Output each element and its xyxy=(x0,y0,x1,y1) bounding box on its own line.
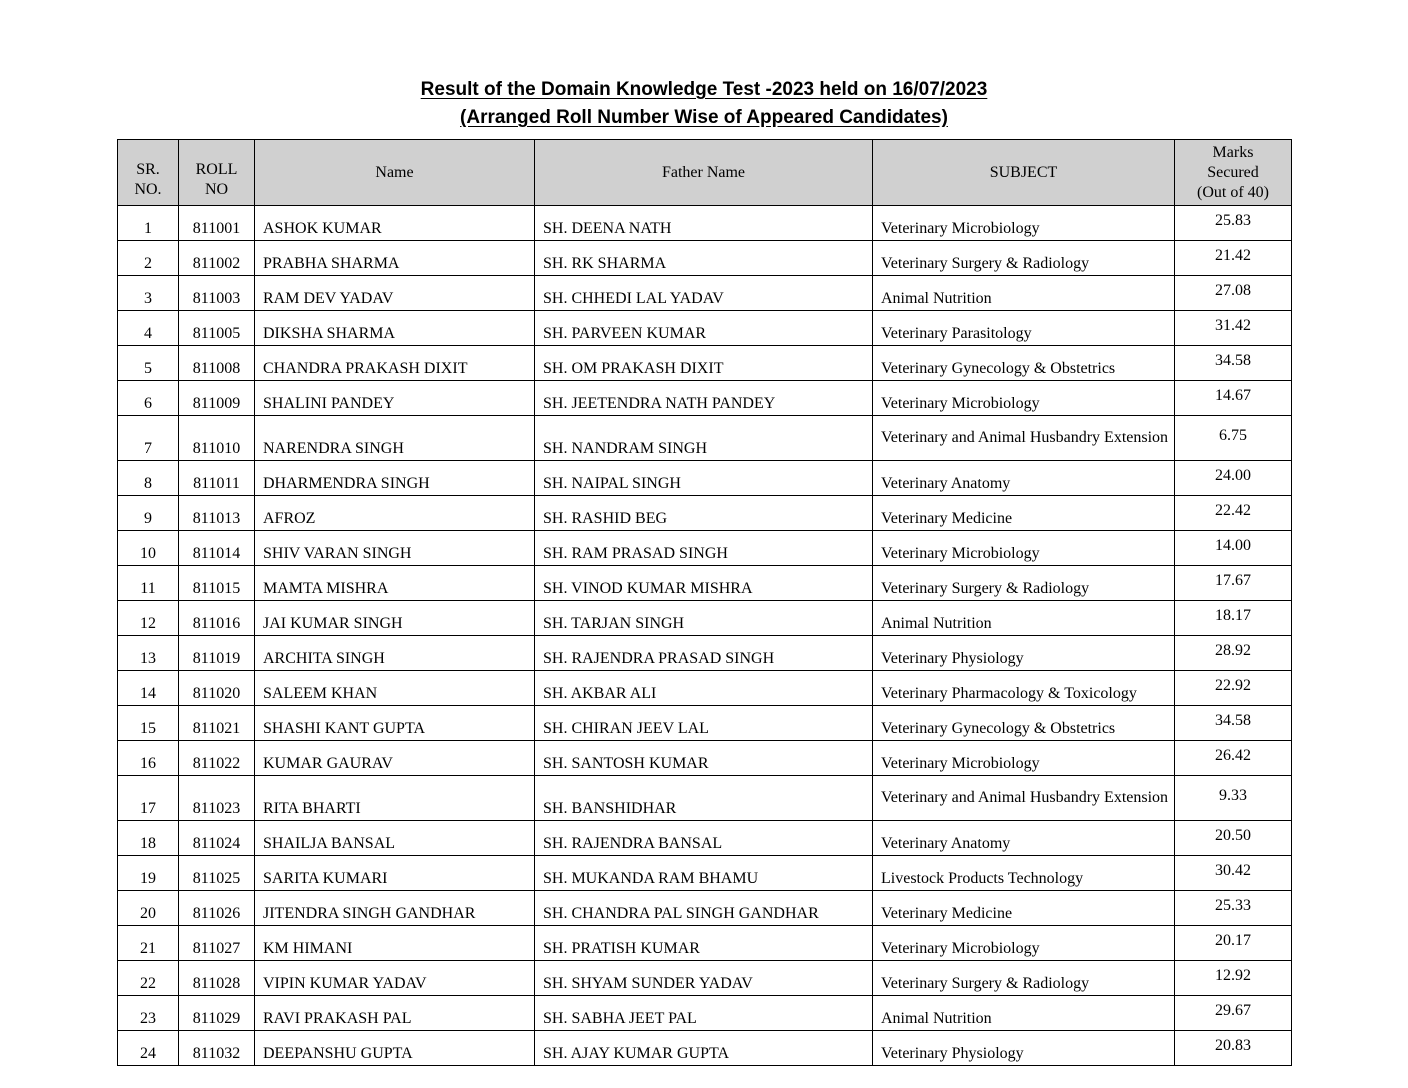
cell-marks: 17.67 xyxy=(1175,566,1292,601)
cell-subject: Veterinary Medicine xyxy=(873,496,1175,531)
table-row xyxy=(118,311,1292,346)
cell-roll-no: 811001 xyxy=(179,206,255,241)
results-table xyxy=(117,139,1292,1066)
table-row xyxy=(118,926,1292,961)
cell-marks: 6.75 xyxy=(1175,416,1292,461)
cell-father-name: SH. AKBAR ALI xyxy=(535,671,873,706)
cell-roll-no: 811016 xyxy=(179,601,255,636)
cell-name: KM HIMANI xyxy=(255,926,535,961)
cell-sr-no: 4 xyxy=(118,311,179,346)
cell-father-name: SH. NANDRAM SINGH xyxy=(535,416,873,461)
cell-father-name: SH. CHANDRA PAL SINGH GANDHAR xyxy=(535,891,873,926)
header-father-name: Father Name xyxy=(535,140,873,206)
header-marks-line2: Secured xyxy=(1207,163,1259,181)
table-body xyxy=(118,206,1292,1066)
cell-name: ARCHITA SINGH xyxy=(255,636,535,671)
cell-name: RAVI PRAKASH PAL xyxy=(255,996,535,1031)
cell-sr-no: 14 xyxy=(118,671,179,706)
cell-sr-no: 13 xyxy=(118,636,179,671)
cell-father-name: SH. RAM PRASAD SINGH xyxy=(535,531,873,566)
cell-name: SHAILJA BANSAL xyxy=(255,821,535,856)
table-row xyxy=(118,741,1292,776)
cell-subject: Veterinary Gynecology & Obstetrics xyxy=(873,706,1175,741)
table-row xyxy=(118,496,1292,531)
table-row xyxy=(118,241,1292,276)
header-roll-no xyxy=(179,140,255,206)
cell-subject: Animal Nutrition xyxy=(873,276,1175,311)
cell-name: NARENDRA SINGH xyxy=(255,416,535,461)
cell-marks: 9.33 xyxy=(1175,776,1292,821)
header-name: Name xyxy=(255,140,535,206)
cell-subject: Veterinary Surgery & Radiology xyxy=(873,566,1175,601)
cell-father-name: SH. PARVEEN KUMAR xyxy=(535,311,873,346)
cell-marks: 18.17 xyxy=(1175,601,1292,636)
cell-sr-no: 19 xyxy=(118,856,179,891)
table-row xyxy=(118,531,1292,566)
cell-roll-no: 811022 xyxy=(179,741,255,776)
header-sr-line1: SR. xyxy=(136,160,160,178)
cell-sr-no: 3 xyxy=(118,276,179,311)
header-roll-line2: NO xyxy=(204,180,229,198)
table-row xyxy=(118,636,1292,671)
cell-father-name: SH. RK SHARMA xyxy=(535,241,873,276)
cell-subject: Veterinary Surgery & Radiology xyxy=(873,961,1175,996)
cell-father-name: SH. RASHID BEG xyxy=(535,496,873,531)
cell-name: SALEEM KHAN xyxy=(255,671,535,706)
cell-subject: Veterinary Anatomy xyxy=(873,461,1175,496)
table-row xyxy=(118,856,1292,891)
cell-roll-no: 811009 xyxy=(179,381,255,416)
cell-marks: 22.42 xyxy=(1175,496,1292,531)
cell-father-name: SH. RAJENDRA BANSAL xyxy=(535,821,873,856)
cell-subject: Veterinary Microbiology xyxy=(873,381,1175,416)
cell-roll-no: 811013 xyxy=(179,496,255,531)
cell-roll-no: 811027 xyxy=(179,926,255,961)
cell-father-name: SH. BANSHIDHAR xyxy=(535,776,873,821)
cell-subject: Veterinary Physiology xyxy=(873,1031,1175,1066)
cell-father-name: SH. MUKANDA RAM BHAMU xyxy=(535,856,873,891)
cell-subject: Veterinary Anatomy xyxy=(873,821,1175,856)
cell-marks: 27.08 xyxy=(1175,276,1292,311)
table-row xyxy=(118,566,1292,601)
cell-roll-no: 811003 xyxy=(179,276,255,311)
cell-subject: Veterinary Gynecology & Obstetrics xyxy=(873,346,1175,381)
cell-name: VIPIN KUMAR YADAV xyxy=(255,961,535,996)
cell-name: SARITA KUMARI xyxy=(255,856,535,891)
cell-sr-no: 22 xyxy=(118,961,179,996)
cell-name: KUMAR GAURAV xyxy=(255,741,535,776)
cell-marks: 20.50 xyxy=(1175,821,1292,856)
cell-roll-no: 811026 xyxy=(179,891,255,926)
cell-subject: Animal Nutrition xyxy=(873,996,1175,1031)
header-sr-line2: NO. xyxy=(134,180,162,198)
cell-roll-no: 811024 xyxy=(179,821,255,856)
cell-name: SHALINI PANDEY xyxy=(255,381,535,416)
cell-marks: 22.92 xyxy=(1175,671,1292,706)
cell-father-name: SH. RAJENDRA PRASAD SINGH xyxy=(535,636,873,671)
table-row xyxy=(118,671,1292,706)
cell-father-name: SH. AJAY KUMAR GUPTA xyxy=(535,1031,873,1066)
cell-roll-no: 811010 xyxy=(179,416,255,461)
cell-marks: 28.92 xyxy=(1175,636,1292,671)
header-marks xyxy=(1175,140,1292,206)
cell-marks: 20.17 xyxy=(1175,926,1292,961)
cell-subject: Veterinary Surgery & Radiology xyxy=(873,241,1175,276)
cell-subject: Veterinary Medicine xyxy=(873,891,1175,926)
table-row xyxy=(118,821,1292,856)
document-header xyxy=(0,76,1408,132)
cell-roll-no: 811002 xyxy=(179,241,255,276)
cell-sr-no: 15 xyxy=(118,706,179,741)
cell-father-name: SH. VINOD KUMAR MISHRA xyxy=(535,566,873,601)
table-row xyxy=(118,461,1292,496)
header-marks-line3: (Out of 40) xyxy=(1197,183,1269,201)
cell-sr-no: 21 xyxy=(118,926,179,961)
cell-subject: Veterinary and Animal Husbandry Extension xyxy=(873,776,1175,821)
cell-roll-no: 811020 xyxy=(179,671,255,706)
cell-roll-no: 811015 xyxy=(179,566,255,601)
cell-marks: 14.67 xyxy=(1175,381,1292,416)
cell-father-name: SH. OM PRAKASH DIXIT xyxy=(535,346,873,381)
cell-sr-no: 7 xyxy=(118,416,179,461)
cell-sr-no: 1 xyxy=(118,206,179,241)
table-row xyxy=(118,346,1292,381)
cell-roll-no: 811028 xyxy=(179,961,255,996)
table-row xyxy=(118,706,1292,741)
cell-sr-no: 6 xyxy=(118,381,179,416)
cell-sr-no: 23 xyxy=(118,996,179,1031)
cell-name: DHARMENDRA SINGH xyxy=(255,461,535,496)
cell-subject: Veterinary Microbiology xyxy=(873,531,1175,566)
cell-name: PRABHA SHARMA xyxy=(255,241,535,276)
cell-father-name: SH. SABHA JEET PAL xyxy=(535,996,873,1031)
cell-father-name: SH. SANTOSH KUMAR xyxy=(535,741,873,776)
cell-roll-no: 811014 xyxy=(179,531,255,566)
cell-name: SHASHI KANT GUPTA xyxy=(255,706,535,741)
cell-subject: Veterinary Pharmacology & Toxicology xyxy=(873,671,1175,706)
cell-subject: Veterinary Microbiology xyxy=(873,206,1175,241)
table-row xyxy=(118,961,1292,996)
document-subtitle: (Arranged Roll Number Wise of Appeared Candidates) xyxy=(460,107,948,128)
cell-sr-no: 16 xyxy=(118,741,179,776)
cell-sr-no: 2 xyxy=(118,241,179,276)
table-row xyxy=(118,891,1292,926)
cell-sr-no: 17 xyxy=(118,776,179,821)
document-title: Result of the Domain Knowledge Test -2023 held on 16/07/2023 xyxy=(420,79,988,100)
table-header-row xyxy=(118,140,1292,206)
cell-name: RAM DEV YADAV xyxy=(255,276,535,311)
cell-subject: Veterinary Parasitology xyxy=(873,311,1175,346)
table-row xyxy=(118,776,1292,821)
cell-sr-no: 8 xyxy=(118,461,179,496)
cell-roll-no: 811025 xyxy=(179,856,255,891)
cell-sr-no: 20 xyxy=(118,891,179,926)
header-marks-line1: Marks xyxy=(1212,143,1254,161)
cell-subject: Veterinary and Animal Husbandry Extension xyxy=(873,416,1175,461)
cell-marks: 34.58 xyxy=(1175,706,1292,741)
cell-name: AFROZ xyxy=(255,496,535,531)
cell-father-name: SH. SHYAM SUNDER YADAV xyxy=(535,961,873,996)
cell-marks: 30.42 xyxy=(1175,856,1292,891)
header-subject: SUBJECT xyxy=(873,140,1175,206)
header-roll-line1: ROLL xyxy=(195,160,238,178)
cell-marks: 14.00 xyxy=(1175,531,1292,566)
table-row xyxy=(118,1031,1292,1066)
table-row xyxy=(118,206,1292,241)
cell-name: JAI KUMAR SINGH xyxy=(255,601,535,636)
cell-roll-no: 811021 xyxy=(179,706,255,741)
cell-father-name: SH. NAIPAL SINGH xyxy=(535,461,873,496)
table-row xyxy=(118,276,1292,311)
table-row xyxy=(118,996,1292,1031)
cell-name: MAMTA MISHRA xyxy=(255,566,535,601)
cell-roll-no: 811029 xyxy=(179,996,255,1031)
cell-subject: Veterinary Physiology xyxy=(873,636,1175,671)
header-sr-no xyxy=(118,140,179,206)
cell-sr-no: 18 xyxy=(118,821,179,856)
cell-sr-no: 11 xyxy=(118,566,179,601)
cell-sr-no: 12 xyxy=(118,601,179,636)
cell-sr-no: 5 xyxy=(118,346,179,381)
cell-marks: 25.83 xyxy=(1175,206,1292,241)
cell-marks: 20.83 xyxy=(1175,1031,1292,1066)
cell-father-name: SH. CHIRAN JEEV LAL xyxy=(535,706,873,741)
cell-name: CHANDRA PRAKASH DIXIT xyxy=(255,346,535,381)
cell-marks: 34.58 xyxy=(1175,346,1292,381)
cell-father-name: SH. PRATISH KUMAR xyxy=(535,926,873,961)
cell-marks: 25.33 xyxy=(1175,891,1292,926)
table-row xyxy=(118,381,1292,416)
cell-marks: 29.67 xyxy=(1175,996,1292,1031)
cell-subject: Veterinary Microbiology xyxy=(873,926,1175,961)
cell-marks: 31.42 xyxy=(1175,311,1292,346)
cell-subject: Livestock Products Technology xyxy=(873,856,1175,891)
cell-roll-no: 811023 xyxy=(179,776,255,821)
cell-roll-no: 811005 xyxy=(179,311,255,346)
cell-marks: 21.42 xyxy=(1175,241,1292,276)
cell-roll-no: 811032 xyxy=(179,1031,255,1066)
cell-marks: 26.42 xyxy=(1175,741,1292,776)
cell-subject: Animal Nutrition xyxy=(873,601,1175,636)
table-row xyxy=(118,601,1292,636)
cell-marks: 24.00 xyxy=(1175,461,1292,496)
cell-father-name: SH. CHHEDI LAL YADAV xyxy=(535,276,873,311)
cell-roll-no: 811011 xyxy=(179,461,255,496)
cell-name: SHIV VARAN SINGH xyxy=(255,531,535,566)
cell-marks: 12.92 xyxy=(1175,961,1292,996)
cell-roll-no: 811008 xyxy=(179,346,255,381)
cell-sr-no: 10 xyxy=(118,531,179,566)
cell-name: ASHOK KUMAR xyxy=(255,206,535,241)
table-row xyxy=(118,416,1292,461)
cell-sr-no: 9 xyxy=(118,496,179,531)
cell-father-name: SH. TARJAN SINGH xyxy=(535,601,873,636)
cell-name: JITENDRA SINGH GANDHAR xyxy=(255,891,535,926)
cell-name: DEEPANSHU GUPTA xyxy=(255,1031,535,1066)
cell-name: RITA BHARTI xyxy=(255,776,535,821)
cell-roll-no: 811019 xyxy=(179,636,255,671)
cell-father-name: SH. DEENA NATH xyxy=(535,206,873,241)
cell-father-name: SH. JEETENDRA NATH PANDEY xyxy=(535,381,873,416)
cell-subject: Veterinary Microbiology xyxy=(873,741,1175,776)
cell-name: DIKSHA SHARMA xyxy=(255,311,535,346)
cell-sr-no: 24 xyxy=(118,1031,179,1066)
